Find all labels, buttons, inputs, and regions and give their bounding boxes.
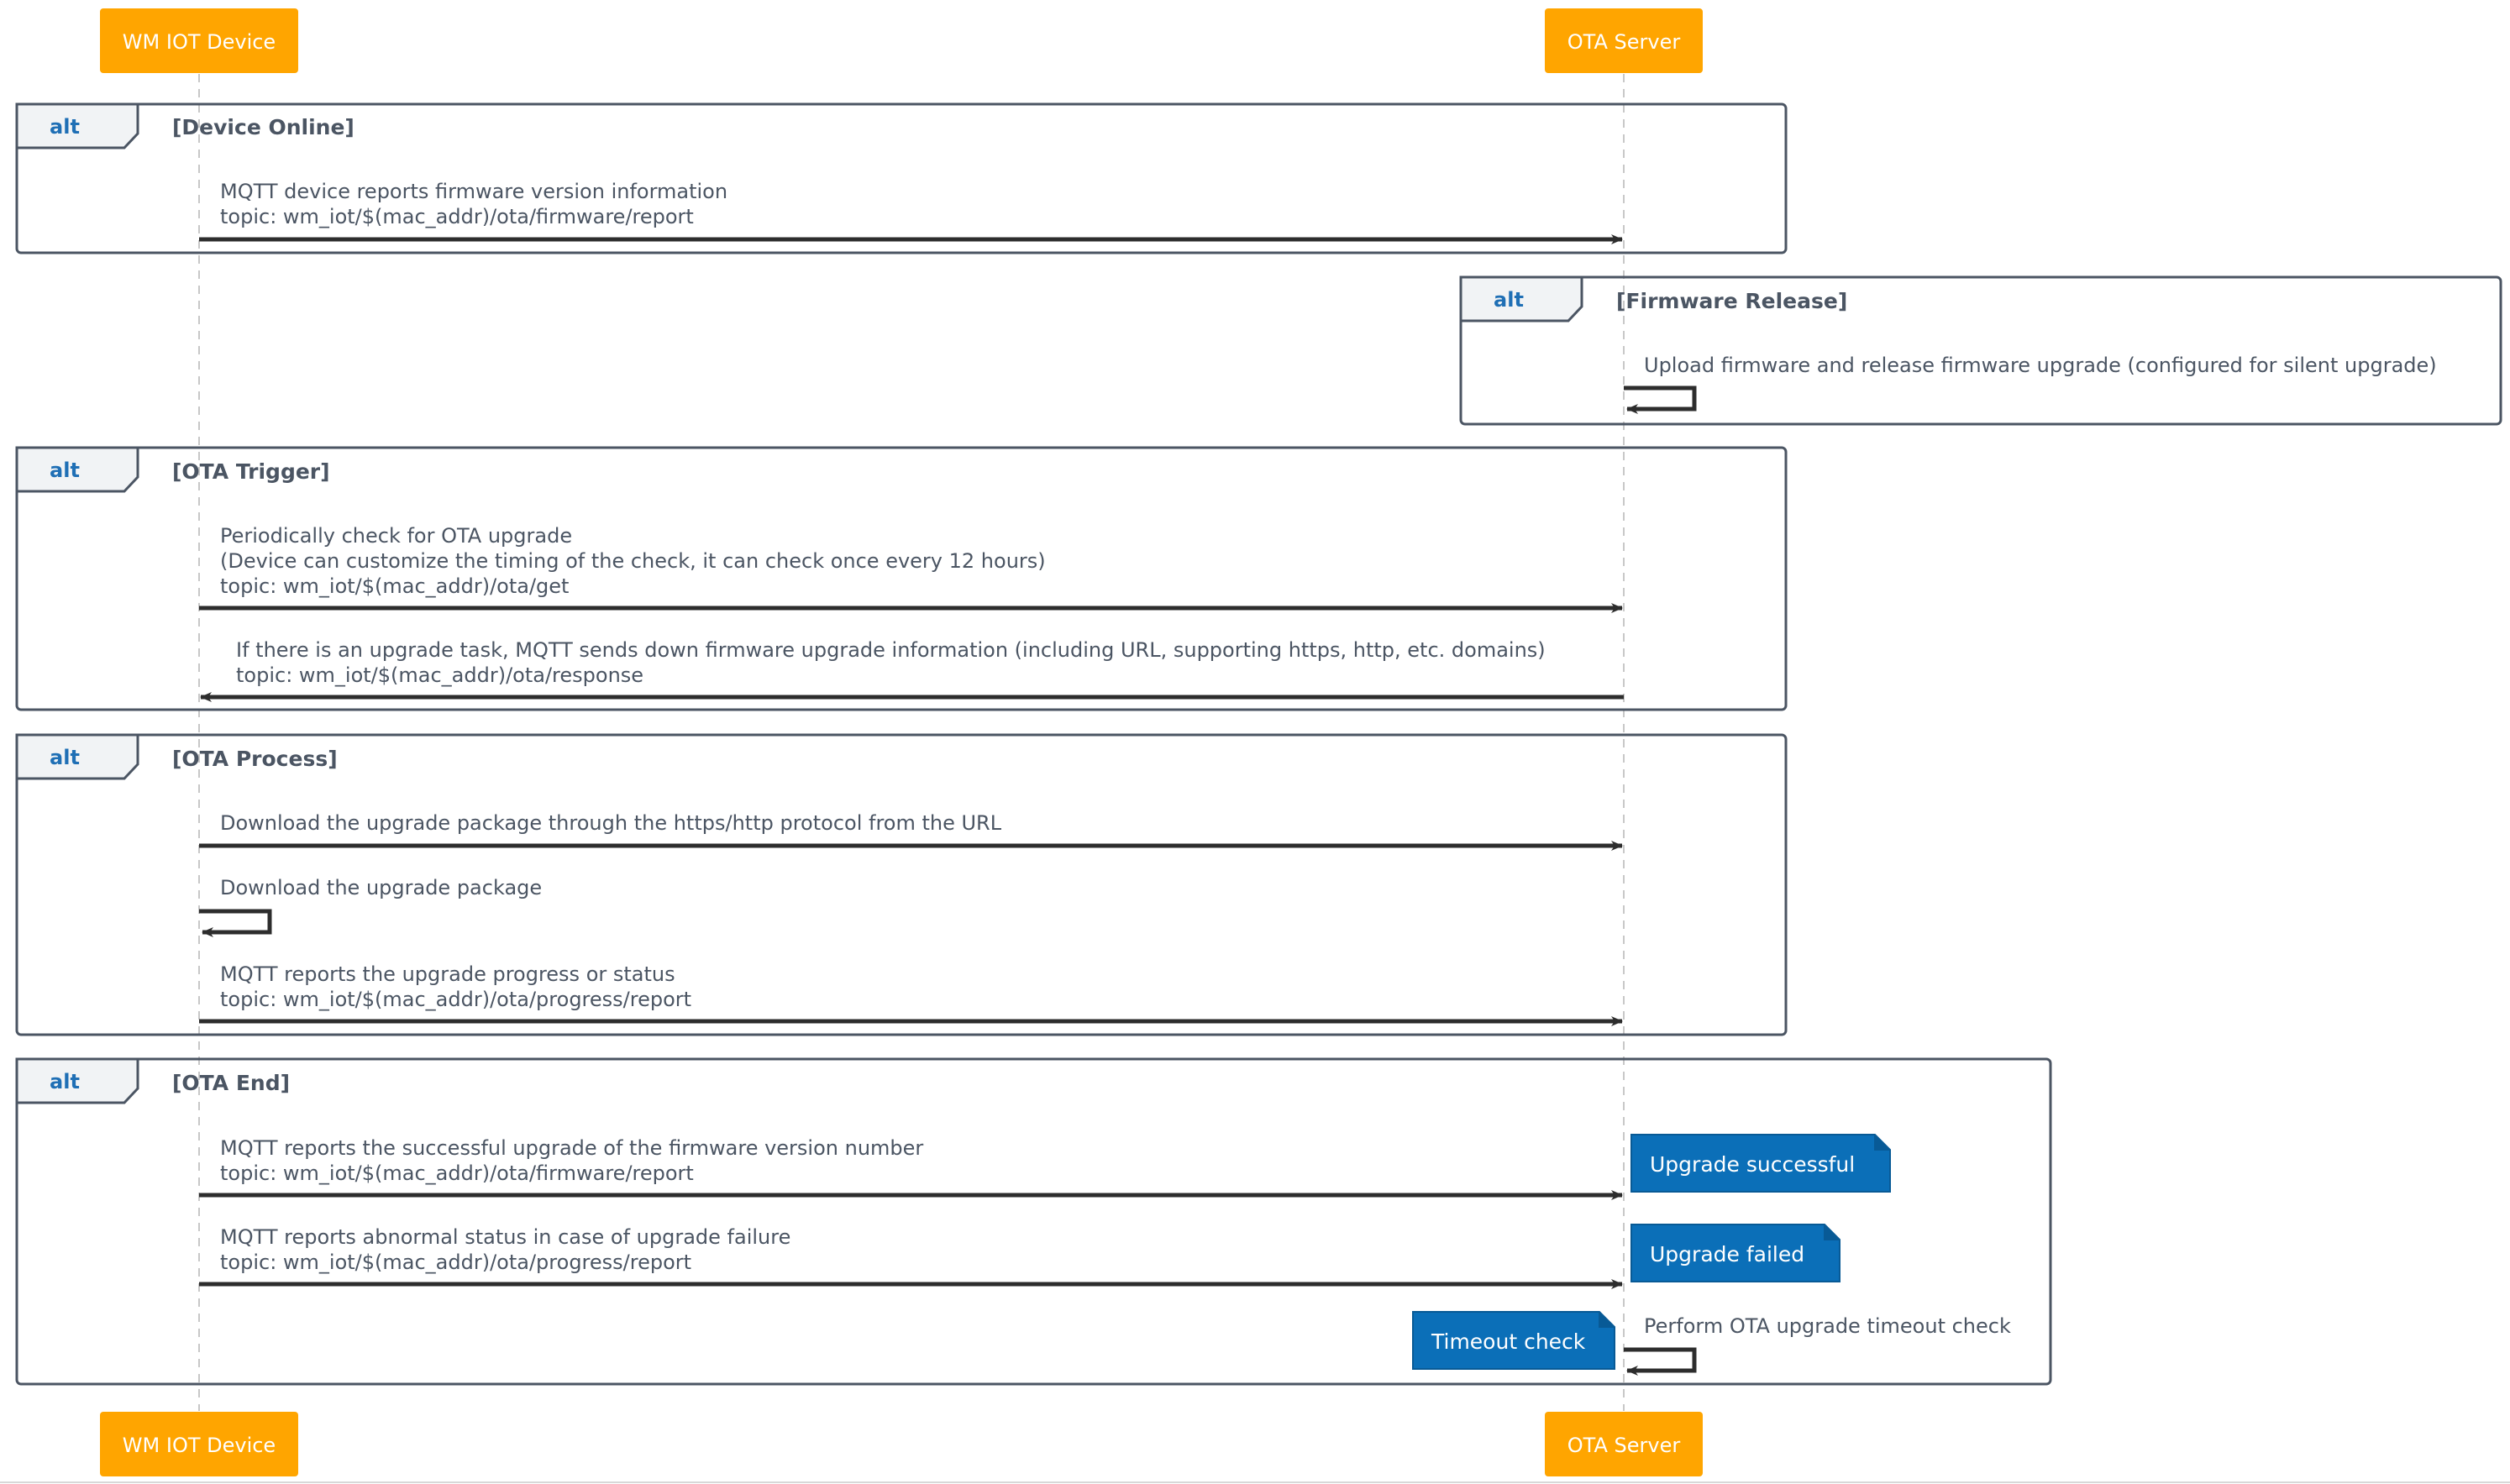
message-label: (Device can customize the timing of the check, it can check once every 12 hours) [220, 549, 1046, 573]
note-upgrade-successful [1631, 1135, 1890, 1192]
message-label: MQTT device reports firmware version information [220, 180, 728, 203]
alt-frame-device-online [17, 104, 1786, 253]
alt-frame-ota-process [17, 735, 1786, 1035]
alt-keyword: alt [50, 746, 80, 769]
alt-frame-firmware-release [1461, 277, 2501, 424]
message-label: topic: wm_iot/$(mac_addr)/ota/progress/report [220, 1251, 692, 1274]
alt-keyword: alt [50, 115, 80, 139]
frame-guard: [Firmware Release] [1616, 289, 1848, 313]
message-label: Periodically check for OTA upgrade [220, 524, 573, 548]
message-label: Download the upgrade package [220, 876, 543, 899]
participant-device-top[interactable] [100, 8, 298, 73]
message-label: Upload firmware and release firmware upgrade (configured for silent upgrade) [1644, 354, 2437, 377]
message-label: topic: wm_iot/$(mac_addr)/ota/firmware/report [220, 1162, 694, 1185]
message-label: topic: wm_iot/$(mac_addr)/ota/progress/report [220, 988, 692, 1011]
self-message-arrow [199, 911, 270, 932]
participant-server-top[interactable] [1545, 8, 1703, 73]
message-label: Download the upgrade package through the https/http protocol from the URL [220, 811, 1002, 835]
alt-frame-ota-trigger [17, 448, 1786, 710]
message-label: topic: wm_iot/$(mac_addr)/ota/get [220, 574, 570, 598]
alt-keyword: alt [50, 459, 80, 482]
participant-device-bottom[interactable] [100, 1412, 298, 1476]
note-timeout-check [1413, 1312, 1615, 1369]
note-label: Upgrade failed [1650, 1242, 1805, 1266]
message-label: MQTT reports abnormal status in case of upgrade failure [220, 1225, 791, 1249]
message-label: If there is an upgrade task, MQTT sends down firmware upgrade information (including URL, supporting https, http, etc. domains) [236, 638, 1546, 662]
message-label: Perform OTA upgrade timeout check [1644, 1314, 2011, 1338]
frame-guard: [OTA Process] [172, 747, 338, 771]
participant-server-label: OTA Server [1567, 30, 1681, 54]
note-label: Timeout check [1431, 1329, 1586, 1354]
frame-guard: [OTA End] [172, 1071, 291, 1095]
note-label: Upgrade successful [1650, 1152, 1856, 1177]
alt-keyword: alt [50, 1070, 80, 1093]
alt-frame-ota-end [17, 1059, 2051, 1384]
participant-server-label: OTA Server [1567, 1434, 1681, 1457]
alt-keyword: alt [1494, 288, 1524, 312]
participant-device-label: WM IOT Device [122, 1434, 276, 1457]
message-label: MQTT reports the successful upgrade of the firmware version number [220, 1136, 924, 1160]
self-message-arrow [1624, 388, 1694, 409]
participant-device-label: WM IOT Device [122, 30, 276, 54]
frame-guard: [OTA Trigger] [172, 459, 330, 484]
message-label: topic: wm_iot/$(mac_addr)/ota/response [236, 663, 644, 687]
participant-server-bottom[interactable] [1545, 1412, 1703, 1476]
frame-guard: [Device Online] [172, 115, 354, 139]
message-label: topic: wm_iot/$(mac_addr)/ota/firmware/report [220, 205, 694, 228]
self-message-arrow [1624, 1350, 1694, 1371]
note-upgrade-failed [1631, 1224, 1840, 1282]
message-label: MQTT reports the upgrade progress or status [220, 962, 675, 986]
